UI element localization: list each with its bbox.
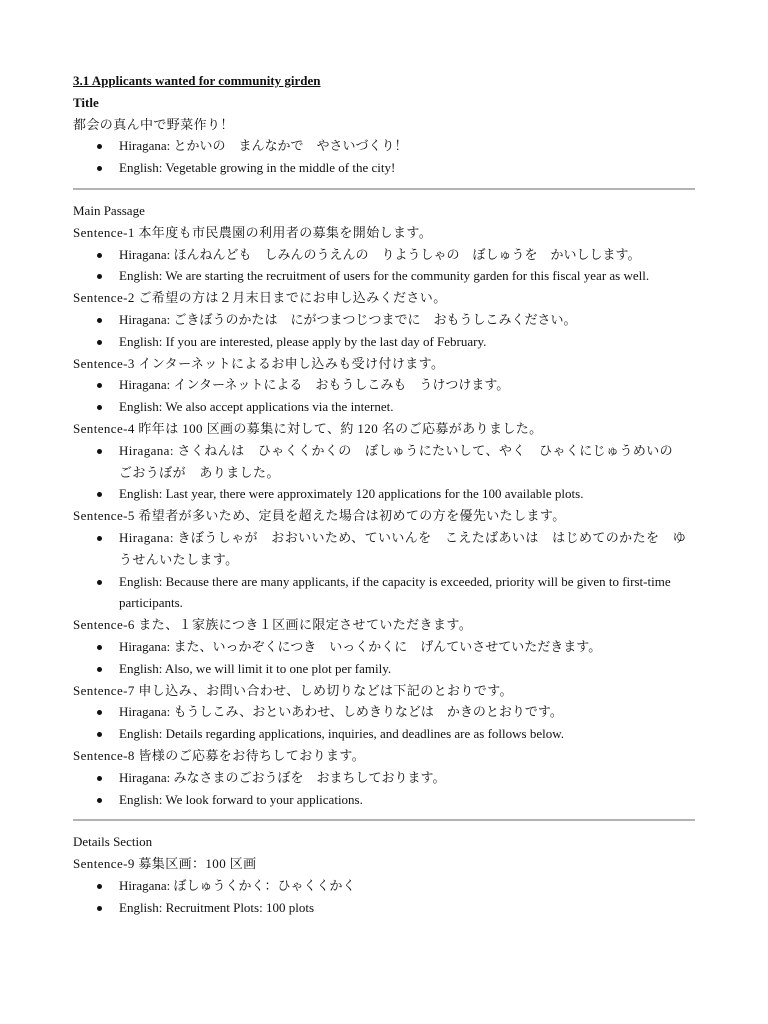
sentence-6-label: Sentence-6 また、１家族につき１区画に限定させていただきます。 <box>73 617 473 633</box>
sentence-8-label: Sentence-8 皆様のご応募をお待ちしております。 <box>73 747 366 763</box>
list-item <box>73 723 695 745</box>
list-item <box>73 527 695 571</box>
sentence-8-hiragana: Hiragana: みなさまのごおうぼを おまちしております。 <box>119 769 446 785</box>
sentence-5-label: Sentence-5 希望者が多いため、定員を超えた場合は初めての方を優先いたします。 <box>73 508 566 524</box>
list-item <box>73 374 695 396</box>
bullet-icon <box>97 776 102 781</box>
sentence-1-hiragana: Hiragana: ほんねんども しみんのうえんの りようしゃの ぼしゅうを かいしします。 <box>119 246 641 262</box>
bullet-icon <box>97 405 102 410</box>
sentence-2-bullets <box>73 309 695 353</box>
sentence-6-hiragana: Hiragana: また、いっかぞくにつき いっくかくに げんていさせていただきます。 <box>119 638 602 654</box>
bullet-icon <box>97 253 102 258</box>
sentence-5-bullets <box>73 527 695 614</box>
bullet-icon <box>97 884 102 889</box>
list-item <box>73 244 695 266</box>
list-item <box>73 309 695 331</box>
title-label: Title <box>73 94 99 110</box>
sentence-9-label: Sentence-9 募集区画：100 区画 <box>73 856 257 872</box>
bullet-icon <box>97 906 102 911</box>
sentence-1-label: Sentence-1 本年度も市民農園の利用者の募集を開始します。 <box>73 224 433 240</box>
sentence-7-hiragana: Hiragana: もうしこみ、おといあわせ、しめきりなどは かきのとおりです。 <box>119 704 563 720</box>
bullet-icon <box>97 383 102 388</box>
sentence-2-hiragana: Hiragana: ごきぼうのかたは にがつまつじつまでに おもうしこみください。 <box>119 311 577 327</box>
sentence-4-bullets <box>73 440 695 505</box>
sentence-9-hiragana: Hiragana: ぼしゅうくかく：ひゃくくかく <box>119 877 356 893</box>
sentence-9-bullets <box>73 875 695 919</box>
sentence-8-bullets <box>73 767 695 811</box>
sentence-4-english: English: Last year, there were approximately 120 applications for the 100 available plots. <box>119 486 584 502</box>
list-item <box>73 789 695 811</box>
sentence-6-english: English: Also, we will limit it to one plot per family. <box>119 660 392 676</box>
list-item <box>73 875 695 897</box>
sentence-6-bullets <box>73 636 695 680</box>
bullet-icon <box>97 274 102 279</box>
bullet-icon <box>97 449 102 454</box>
title-japanese: 都会の真ん中で野菜作り！ <box>73 116 234 132</box>
sentence-7-bullets <box>73 701 695 745</box>
sentence-3-english: English: We also accept applications via the internet. <box>119 399 394 415</box>
divider <box>73 819 695 821</box>
list-item <box>73 658 695 680</box>
section-heading: 3.1 Applicants wanted for community girden <box>73 73 321 88</box>
sentence-5-hiragana: Hiragana: きぼうしゃが おおいいため、ていいんを こえたばあいは はじめてのかたを ゆうせんいたします。 <box>119 529 687 567</box>
sentence-3-bullets <box>73 374 695 418</box>
bullet-icon <box>97 536 102 541</box>
sentence-7-english: English: Details regarding applications, inquiries, and deadlines are as follows below. <box>119 726 565 742</box>
sentence-9-english: English: Recruitment Plots: 100 plots <box>119 899 314 915</box>
list-item <box>73 767 695 789</box>
sentence-4-label: Sentence-4 昨年は 100 区画の募集に対して、約 120 名のご応募がありました。 <box>73 420 543 436</box>
list-item <box>73 636 695 658</box>
bullet-icon <box>97 645 102 650</box>
bullet-icon <box>97 340 102 345</box>
bullet-icon <box>97 667 102 672</box>
bullet-icon <box>97 144 102 149</box>
bullet-icon <box>97 318 102 323</box>
list-item <box>73 396 695 418</box>
bullet-icon <box>97 798 102 803</box>
list-item <box>73 265 695 287</box>
sentence-4-hiragana: Hiragana: さくねんは ひゃくくかくの ぼしゅうにたいして、やく ひゃくにじゅうめいの ごおうぼが ありました。 <box>119 442 687 480</box>
divider <box>73 188 695 190</box>
sentence-2-english: English: If you are interested, please apply by the last day of February. <box>119 333 487 349</box>
sentence-8-english: English: We look forward to your applications. <box>119 791 363 807</box>
sentence-3-hiragana: Hiragana: インターネットによる おもうしこみも うけつけます。 <box>119 377 510 393</box>
list-item <box>73 331 695 353</box>
bullet-icon <box>97 580 102 585</box>
sentence-3-label: Sentence-3 インターネットによるお申し込みも受け付けます。 <box>73 355 445 371</box>
sentence-1-bullets <box>73 244 695 288</box>
sentence-7-label: Sentence-7 申し込み、お問い合わせ、しめ切りなどは下記のとおりです。 <box>73 682 513 698</box>
list-item <box>73 483 695 505</box>
sentence-2-label: Sentence-2 ご希望の方は２月末日までにお申し込みください。 <box>73 290 447 306</box>
sentence-5-english: English: Because there are many applicants, if the capacity is exceeded, priority will be given to first-time participants. <box>119 573 671 611</box>
bullet-icon <box>97 166 102 171</box>
bullet-icon <box>97 492 102 497</box>
section-heading-row <box>73 70 695 92</box>
list-item <box>73 135 695 157</box>
list-item <box>73 440 695 484</box>
list-item <box>73 701 695 723</box>
list-item <box>73 157 695 179</box>
list-item <box>73 571 695 615</box>
main-passage-label: Main Passage <box>73 202 145 218</box>
title-hiragana: Hiragana: とかいの まんなかで やさいづくり！ <box>119 138 408 154</box>
bullet-icon <box>97 710 102 715</box>
title-bullet-list <box>73 135 695 179</box>
title-english: English: Vegetable growing in the middle of the city! <box>119 160 396 176</box>
details-section-label: Details Section <box>73 834 153 850</box>
list-item <box>73 897 695 919</box>
sentence-1-english: English: We are starting the recruitment of users for the community garden for this fiscal year as well. <box>119 268 650 284</box>
document-page <box>73 70 695 918</box>
bullet-icon <box>97 732 102 737</box>
